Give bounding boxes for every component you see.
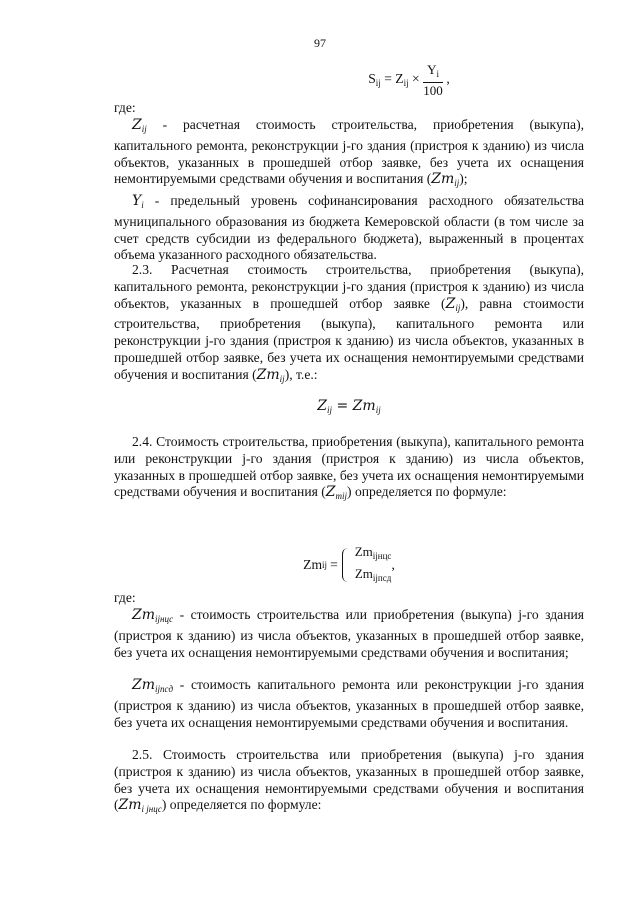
symbol-y: Y [132,193,142,209]
text-part: ), равна стоимости строительства, приобретения (выкупа), капитального ремонта или реконструкции j-го здания (пристроя к зданию) из числа объектов, указанных в прошедшей отбор заявке, без учета их оснащения немонтируемыми средствами обучения и воспитания ( [114,295,584,382]
case-symbol: Zm [354,544,373,559]
definition-z [114,117,584,192]
subscript: mij [335,491,348,502]
text-part: ) определяется по формуле: [161,797,322,813]
subscript: ij [279,373,285,384]
subscript: ij [455,302,461,313]
formula-trail: , [391,556,395,572]
formula-symbol: S [368,71,376,87]
formula-equals: = Z [384,71,404,87]
subscript: ij [141,124,147,134]
formula-subscript: ij [322,559,328,570]
paragraph-2-5 [114,747,584,818]
formula-s-ij [114,62,584,98]
fraction-numerator [423,62,443,83]
symbol-zm: Zm [256,366,280,383]
formula-trail: , [446,71,450,87]
symbol-zm: Zm [132,607,156,623]
symbol-z: Z [325,484,336,501]
formula-brace-group [303,543,395,587]
paragraph-2-5-text [114,747,584,818]
subscript: ij [454,178,460,189]
page-number: 97 [314,36,326,50]
definition-text: - стоимость капитального ремонта или реконструкции j-го здания (пристроя к зданию) из числа объектов, указанных в прошедшей отбор заявке, без учета их оснащения немонтируемыми средствами обучения и воспитания. [114,677,584,730]
definition-text: - предельный уровень софинансирования расходного обязательства муниципального образования из бюджета Кемеровской области (в том числе за счет средств субсидии из федерального бюджета), выраженный в процентах объема указанного расходного обязательства. [114,193,584,263]
formula-equals: = [330,556,338,572]
case-symbol: Zm [354,566,373,581]
definition-zm-psd [114,677,584,731]
definition-z-paragraph [114,117,584,192]
paragraph-2-4-text [114,434,584,505]
definition-y-paragraph [114,193,584,264]
subscript: i [141,200,144,210]
where-label-2 [114,590,584,607]
symbol-z: Z [132,117,142,133]
fraction-denominator: 100 [423,83,443,98]
definition-y [114,193,584,264]
formula-symbol: Z [317,398,328,414]
numerator-symbol: Y [427,62,437,77]
case-subscript: ijпсд [372,573,392,583]
text-part: 2.3. Расчетная стоимость строительства, приобретения (выкупа), капитального ремонта, реконструкции j-го здания (пристроя к зданию) из числа объектов, указанных в прошедшей отбор заявке ( [114,262,584,311]
text-part: 2.4. Стоимость строительства, приобретения (выкупа), капитального ремонта или реконструкции j-го здания (пристроя к зданию) из числа объектов, указанных в прошедшей отбор заявке, без учета их оснащения немонтируемыми средствами обучения и воспитания ( [114,434,584,500]
subscript: i jнцс [141,804,162,815]
symbol-zm: Zm [431,171,455,188]
where-text: где: [114,590,136,605]
formula-subscript: ij [375,78,381,89]
symbol-zm: Zm [118,797,142,814]
definition-zm-nc [114,607,584,661]
definition-end: ); [459,171,468,187]
where-text: где: [114,100,136,115]
left-brace [342,548,351,582]
subscript: ijпсд [155,684,174,694]
symbol-z: Z [445,295,456,312]
paragraph-2-3-text [114,262,584,388]
subscript: ijнцс [155,614,174,624]
case-subscript: ijнцс [372,551,392,561]
paragraph-2-4 [114,434,584,505]
definition-psd-paragraph [114,677,584,731]
formula-z-equals-zm [114,398,584,419]
paragraph-2-3 [114,262,584,388]
definition-text: - расчетная стоимость строительства, приобретения (выкупа), капитального ремонта, реконструкции j-го здания (пристроя к зданию) из числа объектов, указанных в прошедшей отбор заявке, без учета их оснащения немонтируемыми средствами обучения и воспитания ( [114,117,584,187]
definition-nc-paragraph [114,607,584,661]
formula-rhs: = Zm [332,398,376,414]
formula-subscript: ij [403,78,409,89]
formula-symbol: Zm [303,556,323,572]
formula-subscript: ij [327,405,333,415]
where-label-1 [114,100,584,117]
formula-subscript: ij [375,405,381,415]
symbol-zm: Zm [132,677,156,693]
text-part: ) определяется по формуле: [347,484,507,500]
text-part: ), т.е.: [284,366,318,382]
formula-times: × [411,71,420,87]
numerator-subscript: i [436,69,439,79]
case-top [355,543,392,565]
formula-cases [354,543,395,587]
formula-fraction [423,62,443,98]
case-bottom [355,565,392,587]
definition-text: - стоимость строительства или приобретения (выкупа) j-го здания (пристроя к зданию) из числа объектов, указанных в прошедшей отбор заявке, без учета их оснащения немонтируемыми средствами обучения и воспитания; [114,607,584,660]
formula-zm-system [114,543,584,587]
text-part: 2.5. Стоимость строительства или приобретения (выкупа) j-го здания (пристроя к зданию) из числа объектов, указанных в прошедшей отбор заявке, без учета их оснащения немонтируемыми средствами обучения и воспитания ( [114,747,584,813]
